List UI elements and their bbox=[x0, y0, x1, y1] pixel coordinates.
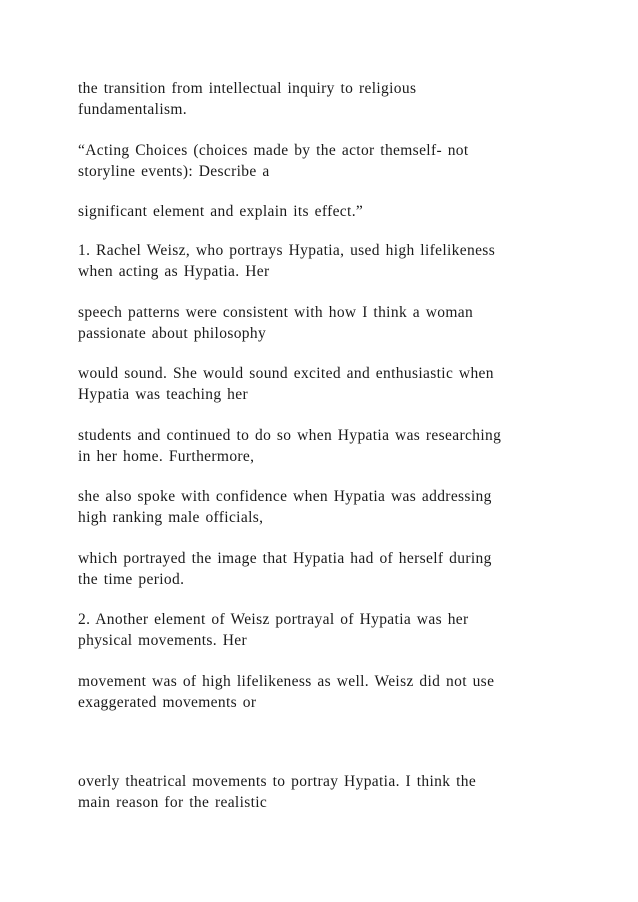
paragraph-6: would sound. She would sound excited and enthusiastic when Hypatia was teaching her bbox=[78, 365, 494, 403]
paragraph-3: significant element and explain its effect.” bbox=[78, 203, 364, 220]
paragraph-2: “Acting Choices (choices made by the actor themself- not storyline events): Describe a bbox=[78, 142, 469, 180]
paragraph-11: movement was of high lifelikeness as well. Weisz did not use exaggerated movements or bbox=[78, 673, 495, 711]
paragraph-7: students and continued to do so when Hypatia was researching in her home. Furthermore, bbox=[78, 427, 502, 465]
paragraph-5: speech patterns were consistent with how I think a woman passionate about philosophy bbox=[78, 304, 474, 342]
paragraph-12: overly theatrical movements to portray Hypatia. I think the main reason for the realistic bbox=[78, 773, 477, 811]
paragraph-8: she also spoke with confidence when Hypatia was addressing high ranking male officials, bbox=[78, 488, 492, 526]
paragraph-10: 2. Another element of Weisz portrayal of Hypatia was her physical movements. Her bbox=[78, 611, 469, 649]
paragraph-1: the transition from intellectual inquiry to religious fundamentalism. bbox=[78, 80, 417, 118]
paragraph-4: 1. Rachel Weisz, who portrays Hypatia, used high lifelikeness when acting as Hypatia. Her bbox=[78, 242, 496, 280]
paragraph-9: which portrayed the image that Hypatia had of herself during the time period. bbox=[78, 550, 492, 588]
